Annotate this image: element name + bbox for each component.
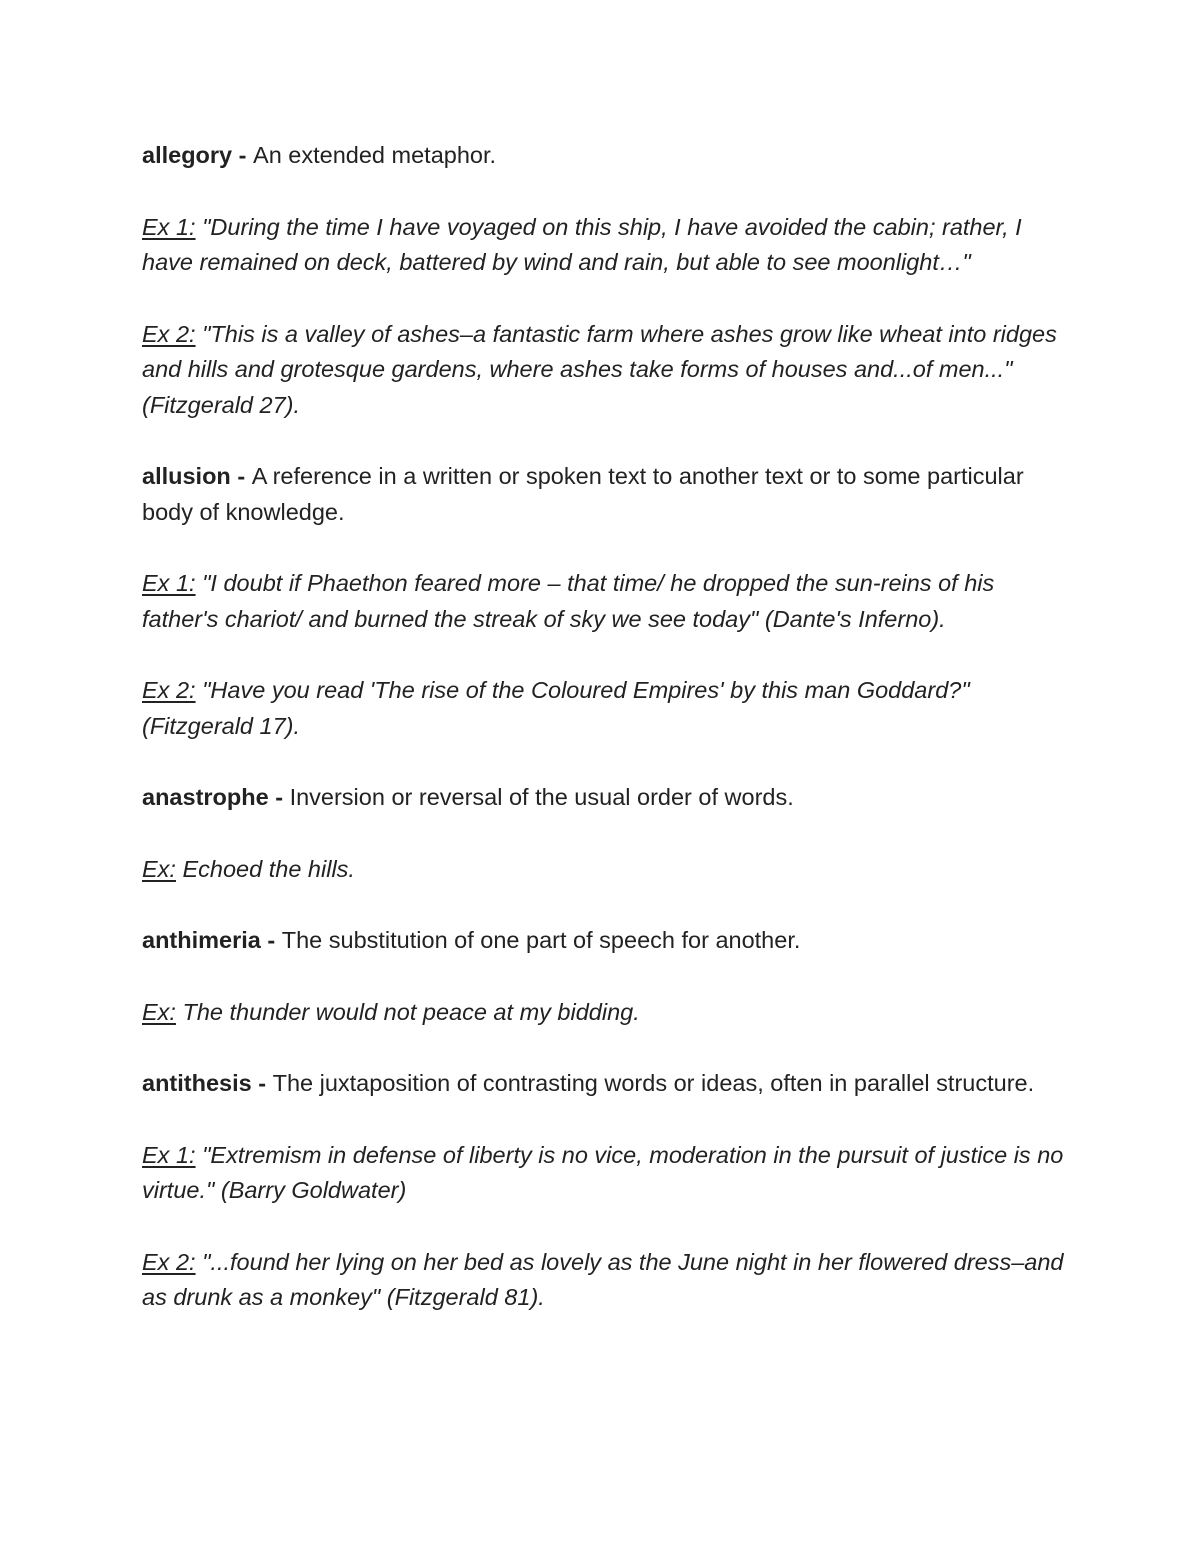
definition-text: The substitution of one part of speech for another. xyxy=(281,927,801,953)
example-text: "This is a valley of ashes–a fantastic farm where ashes grow like wheat into ridges and hills and grotesque gardens, where ashes take forms of houses and...of men..." (Fitzgerald 27). xyxy=(142,320,1057,418)
example-label: Ex 1: xyxy=(142,570,196,596)
glossary-entry-allusion xyxy=(142,459,1067,744)
example-label: Ex: xyxy=(142,855,176,882)
definition-paragraph xyxy=(142,1066,1067,1102)
example-text: Echoed the hills. xyxy=(175,855,355,882)
example-paragraph xyxy=(142,317,1067,424)
example-text: "...found her lying on her bed as lovely as the June night in her flowered dress–and as drunk as a monkey" (Fitzgerald 81). xyxy=(142,1248,1064,1310)
definition-text: The juxtaposition of contrasting words or ideas, often in parallel structure. xyxy=(272,1070,1035,1096)
example-label: Ex 1: xyxy=(142,1141,196,1168)
example-paragraph xyxy=(142,995,1067,1031)
definition-text: An extended metaphor. xyxy=(253,142,497,168)
term-word: allegory - xyxy=(142,142,254,168)
example-text: The thunder would not peace at my bidding. xyxy=(175,998,640,1025)
example-label: Ex: xyxy=(142,998,176,1025)
definition-paragraph xyxy=(142,780,1067,816)
definition-paragraph xyxy=(142,459,1067,530)
glossary-entry-allegory xyxy=(142,138,1067,423)
glossary-entry-antithesis xyxy=(142,1066,1067,1316)
example-label: Ex 2: xyxy=(142,677,196,703)
example-text: "Have you read 'The rise of the Coloured Empires' by this man Goddard?" (Fitzgerald 17). xyxy=(142,677,970,739)
term-word: anthimeria - xyxy=(142,927,282,953)
example-paragraph xyxy=(142,1138,1067,1209)
example-label: Ex 2: xyxy=(142,320,196,347)
glossary-entry-anthimeria xyxy=(142,923,1067,1030)
example-paragraph xyxy=(142,852,1067,888)
example-paragraph xyxy=(142,673,1067,744)
definition-paragraph xyxy=(142,923,1067,959)
term-word: antithesis - xyxy=(142,1070,273,1096)
glossary-content xyxy=(142,138,1067,1352)
definition-paragraph xyxy=(142,138,1067,174)
example-text: "During the time I have voyaged on this ship, I have avoided the cabin; rather, I have remained on deck, battered by wind and rain, but able to see moonlight…" xyxy=(142,213,1022,275)
definition-text: Inversion or reversal of the usual order of words. xyxy=(289,784,794,810)
example-label: Ex 1: xyxy=(142,213,196,240)
example-paragraph xyxy=(142,1245,1067,1316)
definition-text: A reference in a written or spoken text to another text or to some particular body of knowledge. xyxy=(142,463,1024,525)
example-paragraph xyxy=(142,566,1067,637)
term-word: allusion - xyxy=(142,463,252,489)
example-label: Ex 2: xyxy=(142,1248,196,1275)
example-text: "I doubt if Phaethon feared more – that time/ he dropped the sun-reins of his father's chariot/ and burned the streak of sky we see today" (Dante's Inferno). xyxy=(142,570,995,632)
term-word: anastrophe - xyxy=(142,784,290,810)
example-text: "Extremism in defense of liberty is no vice, moderation in the pursuit of justice is no virtue." (Barry Goldwater) xyxy=(142,1141,1064,1203)
glossary-entry-anastrophe xyxy=(142,780,1067,887)
example-paragraph xyxy=(142,210,1067,281)
